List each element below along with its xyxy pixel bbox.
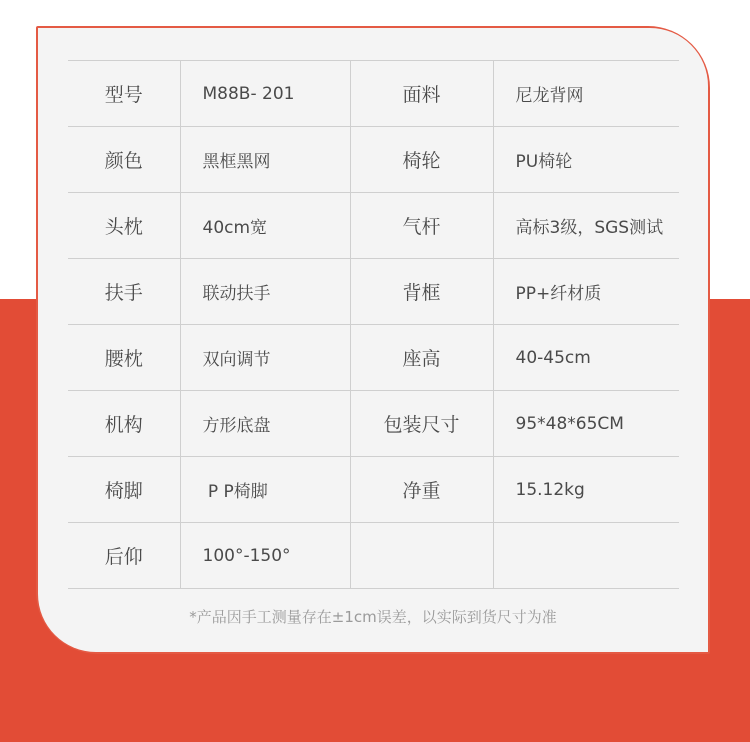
spec-value-empty: [493, 523, 679, 589]
spec-value: PU椅轮: [493, 127, 679, 193]
spec-value: 40-45cm: [493, 325, 679, 391]
spec-label: 椅脚: [68, 457, 180, 523]
spec-value: 联动扶手: [180, 259, 350, 325]
table-row: [68, 127, 679, 193]
spec-label: 型号: [68, 61, 180, 127]
table-row: [68, 61, 679, 127]
spec-label: 后仰: [68, 523, 180, 589]
spec-label: 椅轮: [350, 127, 493, 193]
spec-value: 黑框黑网: [180, 127, 350, 193]
spec-label: 面料: [350, 61, 493, 127]
measurement-footnote: *产品因手工测量存在±1cm误差，以实际到货尺寸为准: [189, 608, 557, 626]
spec-label: 颜色: [68, 127, 180, 193]
spec-label: 机构: [68, 391, 180, 457]
spec-label: 背框: [350, 259, 493, 325]
spec-label: 腰枕: [68, 325, 180, 391]
spec-value: 方形底盘: [180, 391, 350, 457]
spec-value: 95*48*65CM: [493, 391, 679, 457]
spec-value: 高标3级，SGS测试: [493, 193, 679, 259]
spec-label-empty: [350, 523, 493, 589]
spec-table: [68, 60, 679, 589]
spec-value: M88B- 201: [180, 61, 350, 127]
spec-label: 头枕: [68, 193, 180, 259]
spec-value: 15.12kg: [493, 457, 679, 523]
spec-label: 扶手: [68, 259, 180, 325]
spec-value: 双向调节: [180, 325, 350, 391]
table-row: [68, 391, 679, 457]
table-row: [68, 523, 679, 589]
table-row: [68, 325, 679, 391]
spec-value: 尼龙背网: [493, 61, 679, 127]
spec-label: 气杆: [350, 193, 493, 259]
spec-value: 40cm宽: [180, 193, 350, 259]
spec-value: PP+纤材质: [493, 259, 679, 325]
spec-label: 包装尺寸: [350, 391, 493, 457]
spec-value: 100°-150°: [180, 523, 350, 589]
table-row: [68, 457, 679, 523]
spec-value: P P椅脚: [180, 457, 350, 523]
table-row: [68, 193, 679, 259]
table-row: [68, 259, 679, 325]
spec-label: 座高: [350, 325, 493, 391]
spec-label: 净重: [350, 457, 493, 523]
